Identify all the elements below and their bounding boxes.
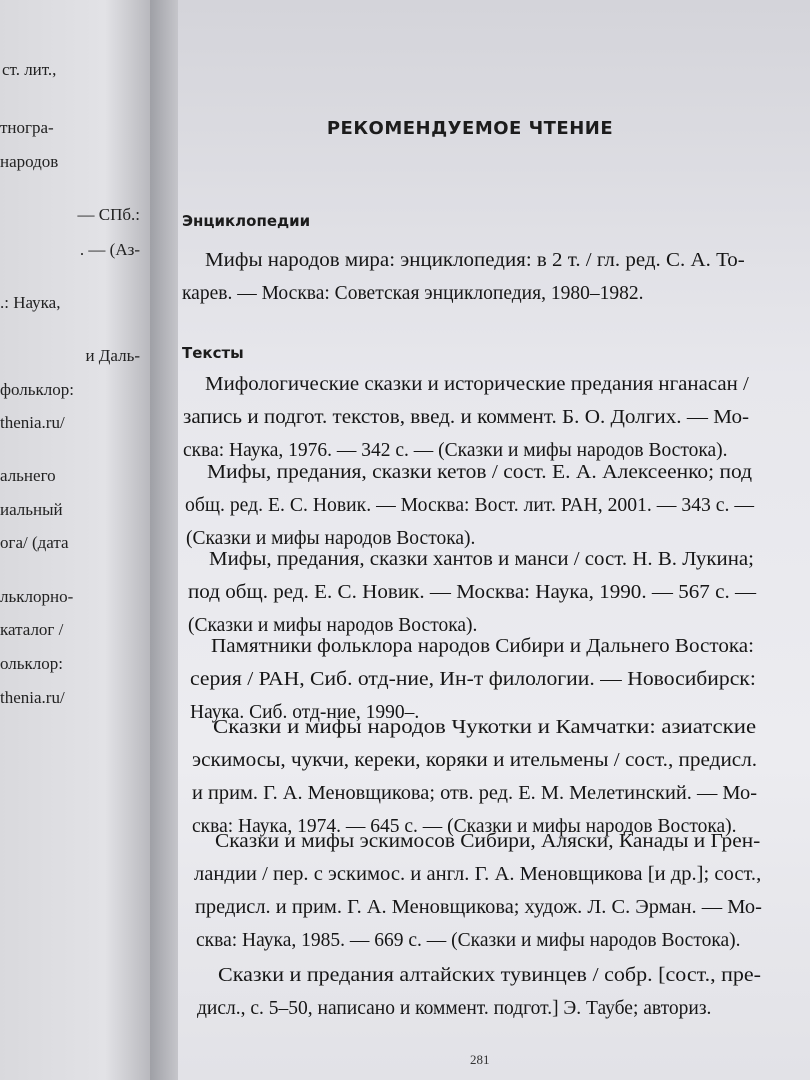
bibliography-line: дисл., с. 5–50, написано и коммент. подгот.] Э. Таубе; авториз. bbox=[197, 998, 712, 1019]
book-gutter bbox=[150, 0, 180, 1080]
left-page-line: каталог / bbox=[0, 620, 64, 639]
bibliography-line: серия / РАН, Сиб. отд-ние, Ин-т филологии. — Новосибирск: bbox=[190, 669, 756, 690]
left-page-line: ольклор: bbox=[0, 654, 63, 673]
left-page-line: ога/ (дата bbox=[0, 533, 69, 552]
bibliography-line: Сказки и мифы эскимосов Сибири, Аляски, Канады и Грен- bbox=[215, 831, 761, 852]
bibliography-line: Мифы, предания, сказки хантов и манси / сост. Н. В. Лукина; bbox=[209, 549, 754, 570]
bibliography-line: Сказки и мифы народов Чукотки и Камчатки: азиатские bbox=[213, 717, 757, 738]
bibliography-line: Мифологические сказки и исторические предания нганасан / bbox=[205, 374, 749, 395]
bibliography-line: Сказки и предания алтайских тувинцев / собр. [сост., пре- bbox=[218, 965, 762, 986]
page-number: 281 bbox=[470, 1052, 490, 1067]
left-page-line: .: Наука, bbox=[0, 293, 61, 312]
left-page-line: альнего bbox=[0, 466, 56, 485]
page-title: РЕКОМЕНДУЕМОЕ ЧТЕНИЕ bbox=[326, 118, 614, 139]
section-heading: Тексты bbox=[182, 344, 244, 362]
bibliography-line: Памятники фольклора народов Сибири и Дальнего Востока: bbox=[211, 636, 754, 657]
bibliography-line: Наука. Сиб. отд-ние, 1990–. bbox=[190, 702, 420, 723]
bibliography-line: общ. ред. Е. С. Новик. — Москва: Вост. лит. РАН, 2001. — 343 с. — bbox=[185, 495, 755, 516]
left-page-line: ст. лит., bbox=[2, 60, 57, 79]
bibliography-line: (Сказки и мифы народов Востока). bbox=[186, 528, 476, 549]
bibliography-line: под общ. ред. Е. С. Новик. — Москва: Наука, 1990. — 567 с. — bbox=[188, 582, 757, 603]
bibliography-line: сква: Наука, 1974. — 645 с. — (Сказки и мифы народов Востока). bbox=[192, 816, 737, 837]
left-page-line: и Даль- bbox=[85, 346, 140, 365]
section-heading: Энциклопедии bbox=[182, 212, 311, 230]
bibliography-line: сква: Наука, 1985. — 669 с. — (Сказки и мифы народов Востока). bbox=[196, 930, 741, 951]
left-page-line: тногра- bbox=[0, 118, 54, 137]
bibliography-line: и прим. Г. А. Меновщикова; отв. ред. Е. М. Мелетинский. — Мо- bbox=[192, 783, 758, 804]
bibliography-line: сква: Наука, 1976. — 342 с. — (Сказки и мифы народов Востока). bbox=[183, 440, 728, 461]
left-page-line: народов bbox=[0, 152, 59, 171]
bibliography-line: эскимосы, чукчи, кереки, коряки и ительмены / сост., предисл. bbox=[192, 750, 758, 771]
bibliography-line: ландии / пер. с эскимос. и англ. Г. А. Меновщикова [и др.]; сост., bbox=[194, 864, 762, 885]
left-page-line: thenia.ru/ bbox=[0, 413, 65, 432]
left-page-line: фольклор: bbox=[0, 380, 74, 399]
bibliography-line: Мифы, предания, сказки кетов / сост. Е. А. Алексеенко; под bbox=[207, 462, 753, 483]
left-page-line: thenia.ru/ bbox=[0, 688, 65, 707]
bibliography-line: Мифы народов мира: энциклопедия: в 2 т. / гл. ред. С. А. То- bbox=[205, 250, 745, 271]
left-page-line: иальный bbox=[0, 500, 63, 519]
left-page bbox=[0, 0, 150, 1080]
bibliography-line: (Сказки и мифы народов Востока). bbox=[188, 615, 478, 636]
bibliography-line: карев. — Москва: Советская энциклопедия, 1980–1982. bbox=[182, 283, 644, 304]
left-page-line: . — (Аз- bbox=[79, 240, 140, 259]
left-page-line: льклорно- bbox=[0, 587, 74, 606]
bibliography-line: предисл. и прим. Г. А. Меновщикова; худож. Л. С. Эрман. — Мо- bbox=[195, 897, 762, 918]
bibliography-line: запись и подгот. текстов, введ. и коммент. Б. О. Долгих. — Мо- bbox=[183, 407, 750, 428]
left-page-line: — СПб.: bbox=[77, 205, 140, 224]
